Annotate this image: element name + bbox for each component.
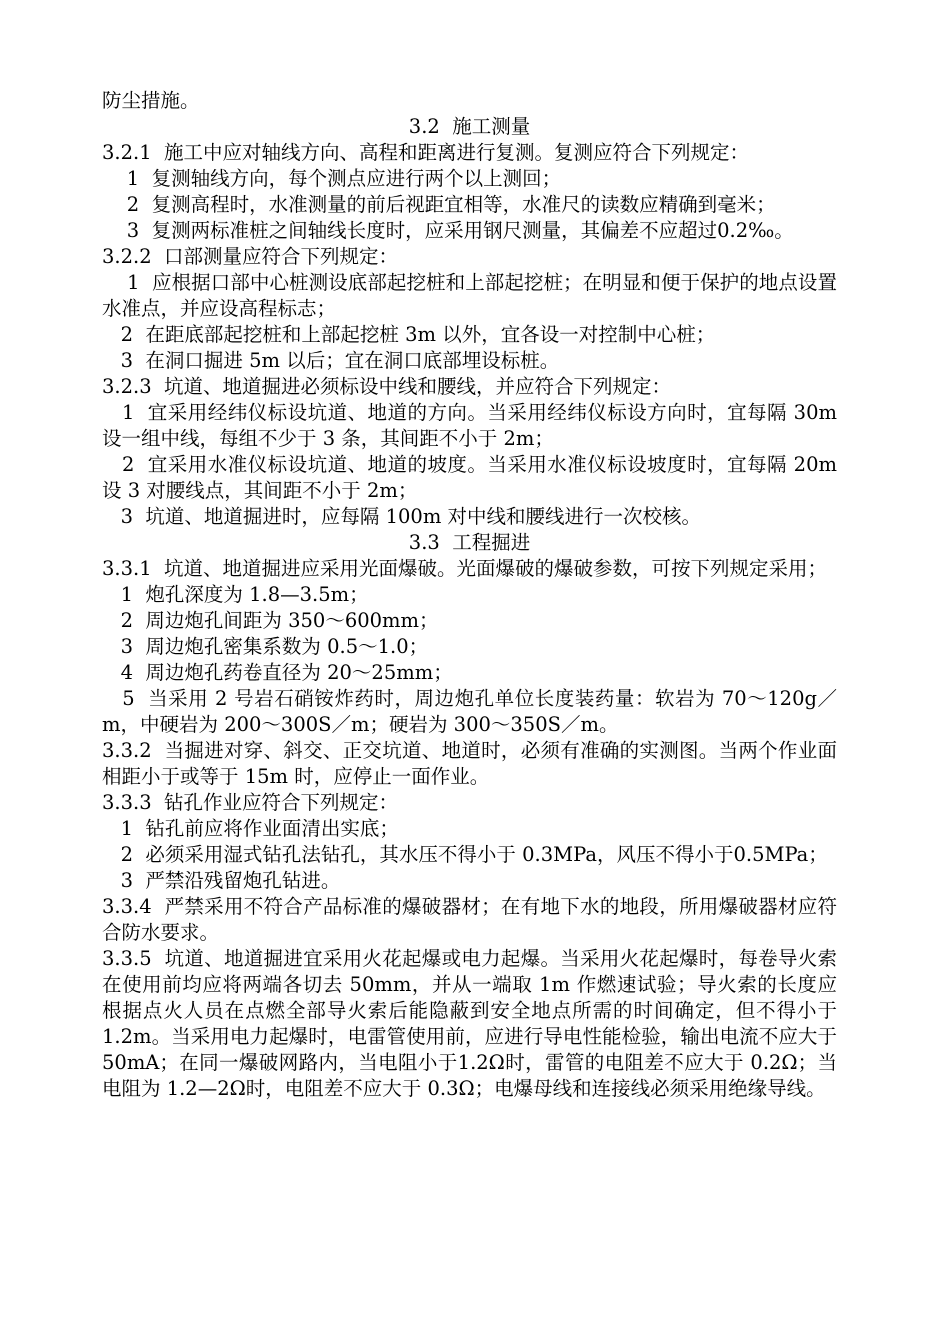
clause-3-2-1: 3.2.1 施工中应对轴线方向、高程和距离进行复测。复测应符合下列规定： xyxy=(102,141,750,164)
list-item: 3 严禁沿残留炮孔钻进。 xyxy=(102,869,341,892)
list-item: 2 复测高程时，水准测量的前后视距宜相等，水准尺的读数应精确到毫米； xyxy=(102,193,776,216)
list-item: 2 必须采用湿式钻孔法钻孔，其水压不得小于 0.3MPa，风压不得小于0.5MPa； xyxy=(102,843,828,866)
list-item: 1 应根据口部中心桩测设底部起挖桩和上部起挖桩；在明显和便于保护的地点设置水准点，并应设高程标志； xyxy=(102,271,837,320)
clause-3-3-3: 3.3.3 钻孔作业应符合下列规定： xyxy=(102,791,399,814)
section-heading-3-2: 3.2 施工测量 xyxy=(408,115,531,138)
clause-3-2-2: 3.2.2 口部测量应符合下列规定： xyxy=(102,245,399,268)
list-item: 2 周边炮孔间距为 350～600mm； xyxy=(102,609,439,632)
list-item: 3 复测两标准桩之间轴线长度时，应采用钢尺测量，其偏差不应超过0.2‰。 xyxy=(102,219,794,242)
list-item: 2 宜采用水准仪标设坑道、地道的坡度。当采用水准仪标设坡度时，宜每隔 20m 设 3 对腰线点，其间距不小于 2m； xyxy=(102,453,844,502)
list-item: 1 钻孔前应将作业面清出实底； xyxy=(102,817,399,840)
list-item: 1 复测轴线方向，每个测点应进行两个以上测回； xyxy=(102,167,562,190)
list-item: 1 炮孔深度为 1.8—3.5m； xyxy=(102,583,369,606)
clause-3-3-4: 3.3.4 严禁采用不符合产品标准的爆破器材；在有地下水的地段，所用爆破器材应符合防水要求。 xyxy=(102,895,837,944)
clause-3-3-2: 3.3.2 当掘进对穿、斜交、正交坑道、地道时，必须有准确的实测图。当两个作业面相距小于或等于 15m 时，应停止一面作业。 xyxy=(102,739,837,788)
list-item: 1 宜采用经纬仪标设坑道、地道的方向。当采用经纬仪标设方向时，宜每隔 30m 设一组中线，每组不少于 3 条，其间距不小于 2m； xyxy=(102,401,844,450)
list-item: 3 周边炮孔密集系数为 0.5～1.0； xyxy=(102,635,429,658)
clause-3-2-3: 3.2.3 坑道、地道掘进必须标设中线和腰线，并应符合下列规定： xyxy=(102,375,672,398)
list-item: 3 在洞口掘进 5m 以后；宜在洞口底部埋设标桩。 xyxy=(102,349,560,372)
paragraph-continuation: 防尘措施。 xyxy=(102,89,200,112)
clause-3-3-1: 3.3.1 坑道、地道掘进应采用光面爆破。光面爆破的爆破参数，可按下列规定采用； xyxy=(102,557,828,580)
list-item: 5 当采用 2 号岩石硝铵炸药时，周边炮孔单位长度装药量：软岩为 70～120g／m，中硬岩为 200～300S／m；硬岩为 300～350S／m。 xyxy=(102,687,837,736)
list-item: 4 周边炮孔药卷直径为 20～25mm； xyxy=(102,661,453,684)
clause-3-3-5: 3.3.5 坑道、地道掘进宜采用火花起爆或电力起爆。当采用火花起爆时，每卷导火索在使用前均应将两端各切去 50mm，并从一端取 1m 作燃速试验；导火索的长度应根据点火人员在点燃全部导火索后能隐蔽到安全地点所需的时间确定，但不得小于 1.2m。当采用电力起爆时，电雷管使用前，应进行导电性能检验，输出电流不应大于 50mA；在同一爆破网路内，当电阻小于1.2Ω时，雷管的电阻差不应大于 0.2Ω；当电阻为 1.2—2Ω时，电阻差不应大于 0.3Ω；电爆母线和连接线必须采用绝缘导线。 xyxy=(102,947,844,1100)
section-heading-3-3: 3.3 工程掘进 xyxy=(408,531,531,554)
list-item: 3 坑道、地道掘进时，应每隔 100m 对中线和腰线进行一次校核。 xyxy=(102,505,702,528)
list-item: 2 在距底部起挖桩和上部起挖桩 3m 以外，宜各设一对控制中心桩； xyxy=(102,323,716,346)
document-page xyxy=(102,88,844,1102)
